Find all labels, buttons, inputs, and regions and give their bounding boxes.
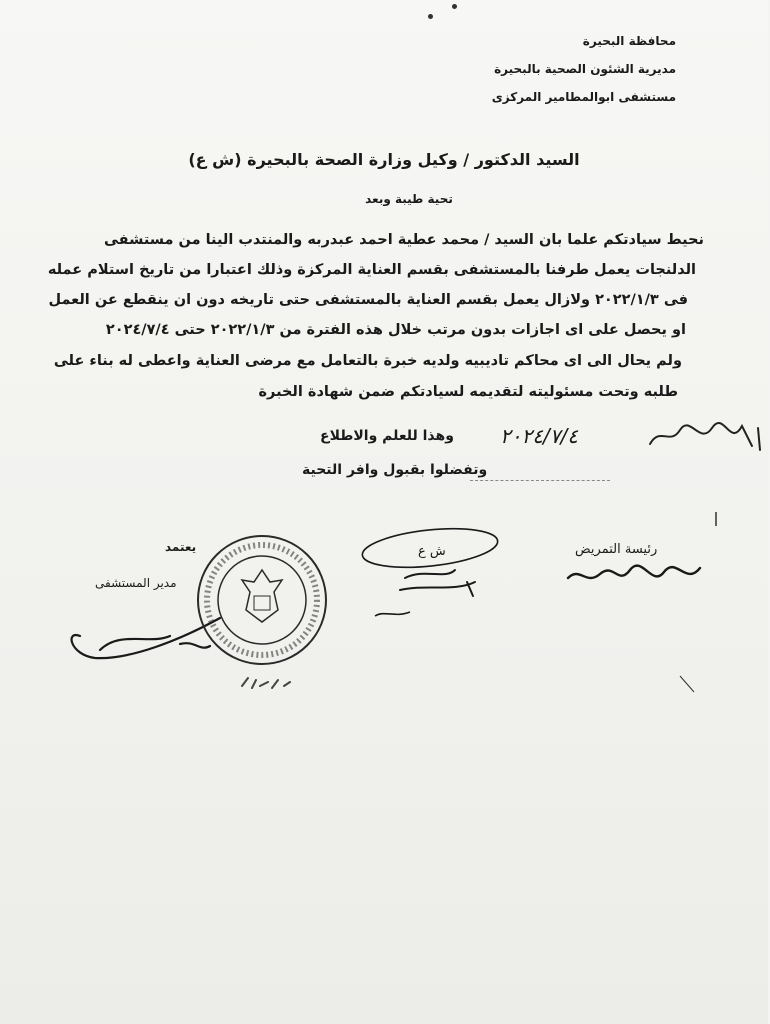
body-line: الدلنجات يعمل طرفنا بالمستشفى بقسم العناية المركزة وذلك اعتبارا من تاريخ استلام عمله [47,262,696,278]
official-stamp-icon [192,530,332,670]
body-line: او يحصل على اى اجازات بدون مرتب خلال هذه الفترة من ٢٠٢٢/١/٣ حتى ٢٠٢٤/٧/٤ [105,322,686,338]
paper-mark [428,14,433,19]
handwritten-date-scribble-icon [490,416,770,456]
dashed-rule [470,480,610,481]
nursing-head-label: رئيسة التمريض [575,542,658,557]
hospital-director-label: مدير المستشفى [95,576,177,590]
paper-mark [452,4,457,9]
eagle-emblem-icon [242,570,282,622]
stamp-remnant-icon [238,672,298,694]
approved-label: يعتمد [165,540,197,554]
closing-line-1: وهذا للعلم والاطلاع [320,428,454,444]
body-line: فى ٢٠٢٢/١/٣ ولازال يعمل بقسم العناية بالمستشفى حتى تاريخه دون ان ينقطع عن العمل [48,292,688,308]
paper-mark [712,512,720,526]
body-line: نحيط سيادتكم علما بان السيد / محمد عطية احمد عبدربه والمنتدب الينا من مستشفى [103,232,704,248]
middle-signature-icon [355,518,515,628]
addressee: السيد الدكتور / وكيل وزارة الصحة بالبحيرة (ش ع) [188,150,580,169]
greeting: تحية طيبة وبعد [365,192,453,206]
header-hospital: مستشفى ابوالمطامير المركزى [491,90,676,104]
handwritten-date: ٢٠٢٤/٧/٤ [500,424,578,448]
body-line: ولم يحال الى اى محاكم تاديبيه ولديه خبرة بالتعامل مع مرضى العناية واعطى له بناء على [53,353,682,369]
header-governorate: محافظة البحيرة [582,34,676,48]
header-directorate: مديرية الشئون الصحية بالبحيرة [494,62,676,76]
body-line: طلبه وتحت مسئوليته لتقديمه لسيادتكم ضمن شهادة الخبرة [258,384,678,400]
nursing-head-signature-icon [560,556,710,596]
middle-signature-label: ش ع [418,544,446,559]
closing-line-2: وتفضلوا بقبول وافر التحية [302,462,488,478]
paper-mark [678,674,698,694]
